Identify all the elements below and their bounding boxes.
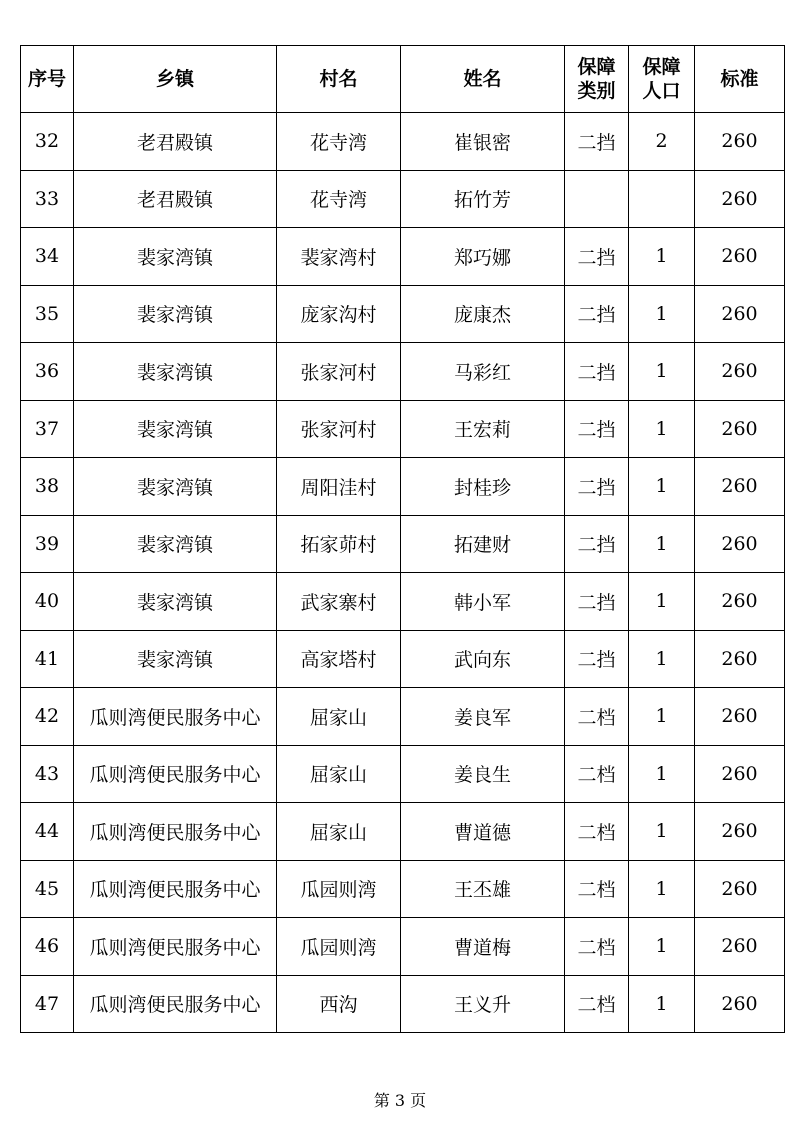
- cell-people: 1: [629, 343, 695, 401]
- cell-seq: 34: [21, 228, 74, 286]
- cell-people: 1: [629, 228, 695, 286]
- cell-village: 拓家茆村: [277, 515, 401, 573]
- cell-people: 1: [629, 745, 695, 803]
- table-row: [21, 515, 785, 573]
- cell-category: 二挡: [565, 630, 629, 688]
- cell-seq: 42: [21, 688, 74, 746]
- cell-people: 1: [629, 630, 695, 688]
- cell-seq: 39: [21, 515, 74, 573]
- cell-name: 武向东: [401, 630, 565, 688]
- table-row: [21, 285, 785, 343]
- cell-town: 裴家湾镇: [74, 343, 277, 401]
- cell-standard: 260: [695, 515, 785, 573]
- table-row: [21, 975, 785, 1033]
- cell-seq: 40: [21, 573, 74, 631]
- table-row: [21, 400, 785, 458]
- cell-name: 曹道梅: [401, 918, 565, 976]
- cell-village: 裴家湾村: [277, 228, 401, 286]
- cell-category: 二挡: [565, 285, 629, 343]
- cell-category: 二挡: [565, 458, 629, 516]
- cell-people: [629, 170, 695, 228]
- cell-village: 屈家山: [277, 803, 401, 861]
- cell-seq: 37: [21, 400, 74, 458]
- cell-category: 二挡: [565, 573, 629, 631]
- page-number: 第 3 页: [373, 1091, 427, 1110]
- cell-standard: 260: [695, 803, 785, 861]
- cell-name: 王义升: [401, 975, 565, 1033]
- header-people-line1: 保障: [642, 56, 681, 78]
- cell-village: 瓜园则湾: [277, 860, 401, 918]
- header-category-line2: 类别: [577, 80, 616, 102]
- cell-standard: 260: [695, 860, 785, 918]
- table-row: [21, 745, 785, 803]
- cell-category: 二挡: [565, 113, 629, 171]
- cell-village: 屈家山: [277, 745, 401, 803]
- cell-standard: 260: [695, 630, 785, 688]
- cell-standard: 260: [695, 745, 785, 803]
- cell-people: 1: [629, 515, 695, 573]
- table-row: [21, 573, 785, 631]
- header-town: 乡镇: [74, 46, 277, 113]
- header-people-line2: 人口: [642, 80, 681, 102]
- cell-name: 郑巧娜: [401, 228, 565, 286]
- cell-people: 1: [629, 803, 695, 861]
- cell-people: 1: [629, 860, 695, 918]
- cell-category: [565, 170, 629, 228]
- cell-seq: 41: [21, 630, 74, 688]
- cell-town: 瓜则湾便民服务中心: [74, 918, 277, 976]
- cell-people: 1: [629, 458, 695, 516]
- cell-name: 拓竹芳: [401, 170, 565, 228]
- table-row: [21, 860, 785, 918]
- cell-town: 瓜则湾便民服务中心: [74, 803, 277, 861]
- cell-category: 二档: [565, 745, 629, 803]
- cell-town: 瓜则湾便民服务中心: [74, 688, 277, 746]
- header-category-line1: 保障: [577, 56, 616, 78]
- header-standard: 标准: [695, 46, 785, 113]
- cell-seq: 47: [21, 975, 74, 1033]
- table-row: [21, 343, 785, 401]
- cell-standard: 260: [695, 688, 785, 746]
- cell-standard: 260: [695, 918, 785, 976]
- cell-village: 庞家沟村: [277, 285, 401, 343]
- table-row: [21, 113, 785, 171]
- cell-name: 韩小军: [401, 573, 565, 631]
- cell-seq: 32: [21, 113, 74, 171]
- cell-seq: 45: [21, 860, 74, 918]
- cell-standard: 260: [695, 285, 785, 343]
- header-people: [629, 46, 695, 113]
- cell-village: 张家河村: [277, 400, 401, 458]
- cell-seq: 35: [21, 285, 74, 343]
- cell-seq: 33: [21, 170, 74, 228]
- header-seq: 序号: [21, 46, 74, 113]
- cell-standard: 260: [695, 228, 785, 286]
- cell-people: 1: [629, 573, 695, 631]
- cell-village: 张家河村: [277, 343, 401, 401]
- cell-name: 拓建财: [401, 515, 565, 573]
- cell-seq: 36: [21, 343, 74, 401]
- table-row: [21, 458, 785, 516]
- cell-standard: 260: [695, 458, 785, 516]
- cell-people: 1: [629, 285, 695, 343]
- cell-town: 裴家湾镇: [74, 630, 277, 688]
- cell-people: 1: [629, 688, 695, 746]
- cell-category: 二档: [565, 918, 629, 976]
- cell-standard: 260: [695, 975, 785, 1033]
- cell-name: 姜良生: [401, 745, 565, 803]
- cell-name: 王宏莉: [401, 400, 565, 458]
- cell-seq: 46: [21, 918, 74, 976]
- cell-category: 二挡: [565, 400, 629, 458]
- cell-standard: 260: [695, 573, 785, 631]
- cell-seq: 44: [21, 803, 74, 861]
- header-name: 姓名: [401, 46, 565, 113]
- cell-village: 高家塔村: [277, 630, 401, 688]
- cell-town: 瓜则湾便民服务中心: [74, 745, 277, 803]
- cell-name: 封桂珍: [401, 458, 565, 516]
- cell-village: 花寺湾: [277, 170, 401, 228]
- header-village: 村名: [277, 46, 401, 113]
- table-row: [21, 688, 785, 746]
- cell-town: 裴家湾镇: [74, 573, 277, 631]
- table-row: [21, 918, 785, 976]
- cell-category: 二档: [565, 860, 629, 918]
- cell-standard: 260: [695, 113, 785, 171]
- cell-town: 裴家湾镇: [74, 228, 277, 286]
- cell-standard: 260: [695, 170, 785, 228]
- table-row: [21, 803, 785, 861]
- cell-town: 老君殿镇: [74, 170, 277, 228]
- cell-category: 二档: [565, 688, 629, 746]
- cell-village: 武家寨村: [277, 573, 401, 631]
- cell-name: 崔银密: [401, 113, 565, 171]
- cell-name: 马彩红: [401, 343, 565, 401]
- cell-town: 裴家湾镇: [74, 285, 277, 343]
- cell-people: 1: [629, 400, 695, 458]
- cell-town: 瓜则湾便民服务中心: [74, 975, 277, 1033]
- header-category: [565, 46, 629, 113]
- cell-category: 二档: [565, 803, 629, 861]
- cell-standard: 260: [695, 400, 785, 458]
- cell-seq: 43: [21, 745, 74, 803]
- cell-town: 裴家湾镇: [74, 458, 277, 516]
- cell-standard: 260: [695, 343, 785, 401]
- cell-name: 庞康杰: [401, 285, 565, 343]
- cell-name: 曹道德: [401, 803, 565, 861]
- cell-town: 裴家湾镇: [74, 400, 277, 458]
- cell-people: 1: [629, 975, 695, 1033]
- cell-name: 姜良军: [401, 688, 565, 746]
- table-row: [21, 170, 785, 228]
- cell-village: 屈家山: [277, 688, 401, 746]
- table-row: [21, 630, 785, 688]
- cell-town: 老君殿镇: [74, 113, 277, 171]
- cell-category: 二挡: [565, 515, 629, 573]
- roster-table: [20, 45, 785, 1033]
- cell-village: 花寺湾: [277, 113, 401, 171]
- cell-village: 西沟: [277, 975, 401, 1033]
- cell-seq: 38: [21, 458, 74, 516]
- cell-village: 瓜园则湾: [277, 918, 401, 976]
- cell-category: 二挡: [565, 343, 629, 401]
- cell-town: 裴家湾镇: [74, 515, 277, 573]
- cell-people: 2: [629, 113, 695, 171]
- cell-name: 王丕雄: [401, 860, 565, 918]
- cell-people: 1: [629, 918, 695, 976]
- cell-town: 瓜则湾便民服务中心: [74, 860, 277, 918]
- cell-category: 二档: [565, 975, 629, 1033]
- cell-village: 周阳洼村: [277, 458, 401, 516]
- table-row: [21, 228, 785, 286]
- header-row: [21, 46, 785, 113]
- cell-category: 二挡: [565, 228, 629, 286]
